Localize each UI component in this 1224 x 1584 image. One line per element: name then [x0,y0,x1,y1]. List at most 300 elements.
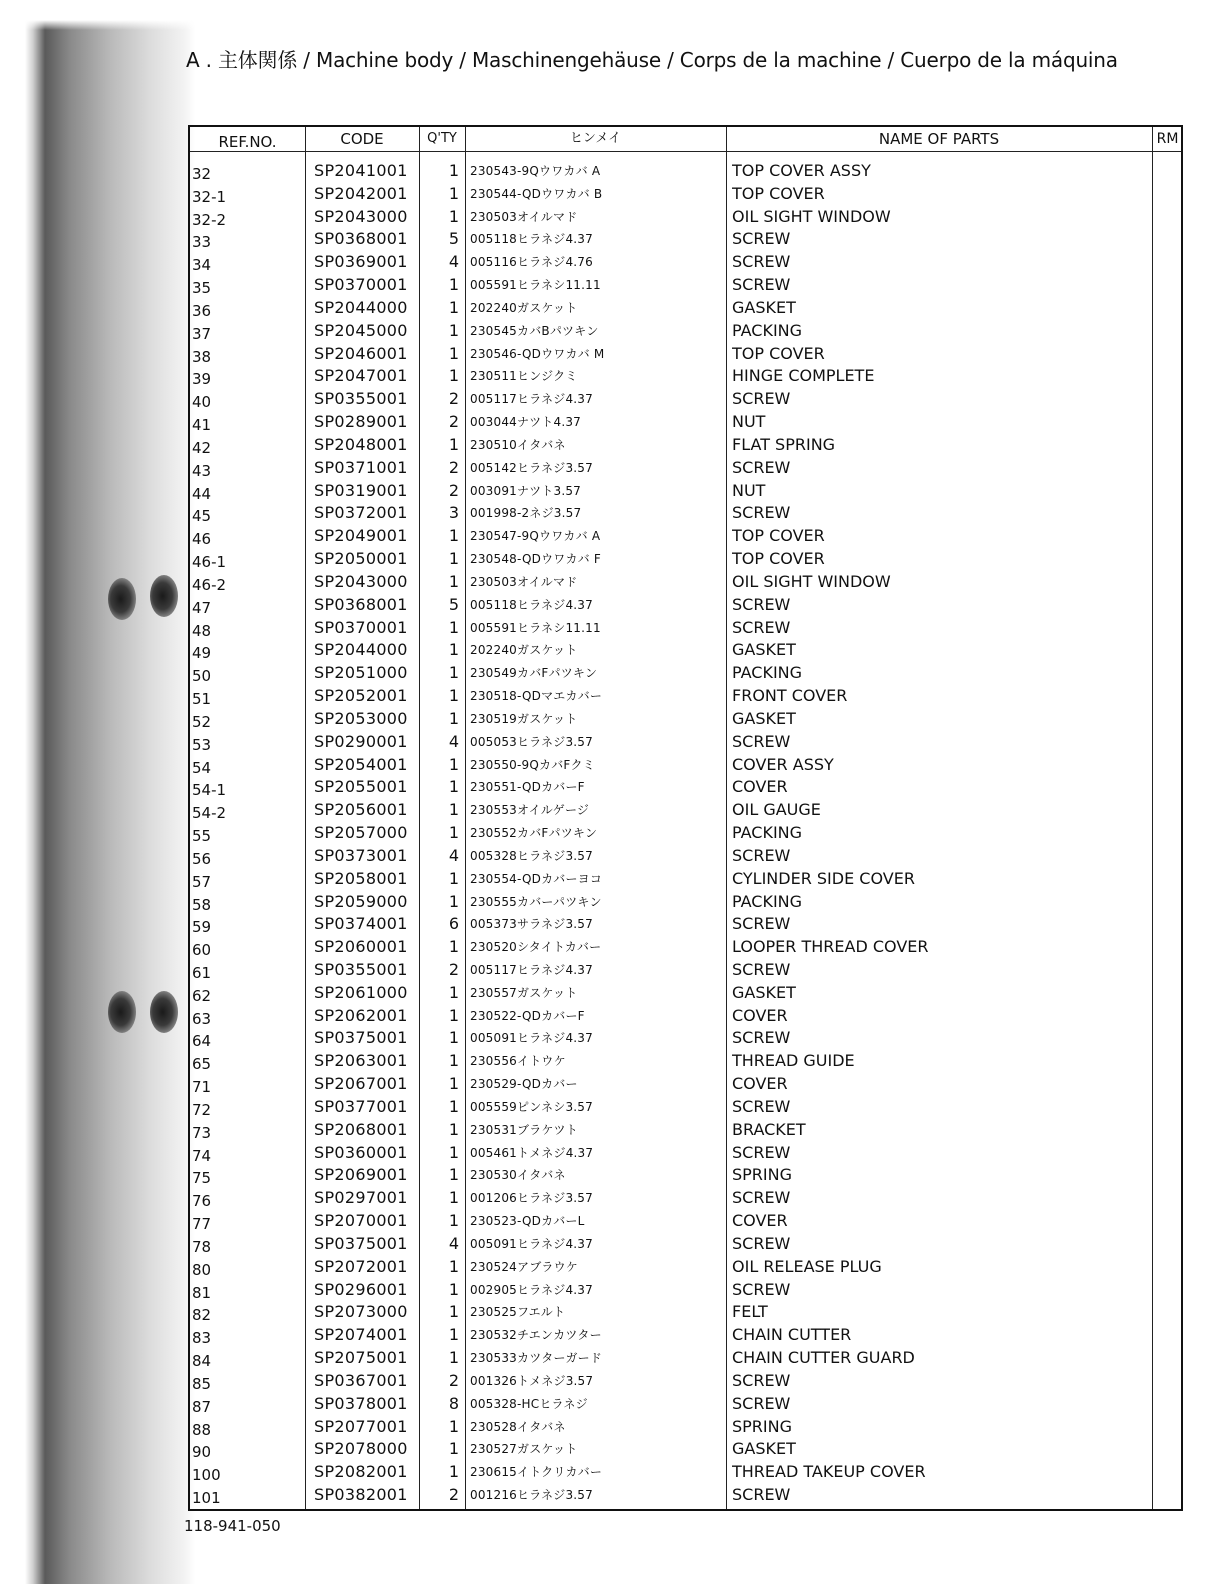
part-name-cell: NUT [732,480,766,500]
part-name-cell: CHAIN CUTTER [732,1325,852,1345]
ref-no-cell: 71 [192,1078,212,1097]
ref-no-cell: 82 [192,1306,212,1325]
kana-name-cell: 230551-QDカバーF [470,780,585,795]
ref-no-cell: 85 [192,1374,212,1393]
ref-no-cell: 32-1 [192,187,227,206]
ref-no-cell: 53 [192,735,212,754]
kana-name-cell: 001326トメネジ3.57 [470,1373,594,1388]
code-cell: SP2054001 [314,754,408,774]
kana-name-cell: 005328-HCヒラネジ [470,1396,588,1411]
kana-name-cell: 230548-QDウワカバ F [470,552,601,567]
kana-name-cell: 230556イトウケ [470,1054,566,1069]
code-cell: SP2074001 [314,1325,408,1345]
quantity-cell: 1 [448,320,459,340]
table-row [190,525,1181,548]
ref-no-cell: 39 [192,370,212,389]
table-row [190,822,1181,845]
table-row [190,754,1181,777]
ref-no-cell: 56 [192,849,212,868]
part-name-cell: COVER [732,1074,788,1094]
table-row [190,868,1181,891]
code-cell: SP2048001 [314,434,408,454]
part-name-cell: SCREW [732,503,791,523]
kana-name-cell: 005559ピンネシ3.57 [470,1099,593,1114]
code-cell: SP2069001 [314,1165,408,1185]
part-name-cell: SCREW [732,731,791,751]
code-cell: SP2052001 [314,686,408,706]
table-row [190,662,1181,685]
quantity-cell: 2 [448,457,459,477]
part-name-cell: SCREW [732,1370,791,1390]
part-name-cell: CYLINDER SIDE COVER [732,868,915,888]
kana-name-cell: 230549カバFパツキン [470,666,598,681]
code-cell: SP2073000 [314,1302,408,1322]
part-name-cell: GASKET [732,297,796,317]
part-name-cell: SCREW [732,914,791,934]
code-cell: SP0370001 [314,275,408,295]
code-cell: SP2057000 [314,823,408,843]
code-cell: SP0375001 [314,1233,408,1253]
code-cell: SP2060001 [314,937,408,957]
kana-name-cell: 001216ヒラネジ3.57 [470,1488,593,1503]
code-cell: SP0355001 [314,389,408,409]
quantity-cell: 6 [448,914,459,934]
quantity-cell: 1 [448,868,459,888]
code-cell: SP2044000 [314,297,408,317]
code-cell: SP0369001 [314,252,408,272]
kana-name-cell: 230510イタバネ [470,437,566,452]
quantity-cell: 1 [448,686,459,706]
ref-no-cell: 58 [192,895,212,914]
quantity-cell: 1 [448,1439,459,1459]
part-name-cell: THREAD GUIDE [732,1051,855,1071]
part-name-cell: PACKING [732,320,803,340]
ref-no-cell: 75 [192,1169,212,1188]
ref-no-cell: 60 [192,941,212,960]
ref-no-cell: 57 [192,872,212,891]
code-cell: SP0367001 [314,1370,408,1390]
part-name-cell: GASKET [732,982,796,1002]
kana-name-cell: 005591ヒラネシ11.11 [470,620,601,635]
part-name-cell: TOP COVER [732,549,825,569]
ref-no-cell: 65 [192,1055,212,1074]
ref-no-cell: 46 [192,530,212,549]
kana-name-cell: 230528イタバネ [470,1419,566,1434]
ref-no-cell: 63 [192,1009,212,1028]
part-name-cell: BRACKET [732,1119,806,1139]
binder-hole-icon [150,575,178,617]
kana-name-cell: 230529-QDカバー [470,1077,578,1092]
part-name-cell: SCREW [732,252,791,272]
part-name-cell: PACKING [732,891,803,911]
table-row [190,776,1181,799]
kana-name-cell: 230525フエルト [470,1305,566,1320]
part-name-cell: SCREW [732,594,791,614]
ref-no-cell: 34 [192,256,212,275]
code-cell: SP2046001 [314,343,408,363]
quantity-cell: 1 [448,982,459,1002]
table-row [190,708,1181,731]
ref-no-cell: 36 [192,301,212,320]
table-row [190,1233,1181,1256]
code-cell: SP2078000 [314,1439,408,1459]
part-name-cell: SCREW [732,1028,791,1048]
kana-name-cell: 005142ヒラネジ3.57 [470,460,593,475]
ref-no-cell: 37 [192,324,212,343]
table-row [190,639,1181,662]
table-row [190,1005,1181,1028]
table-row [190,1142,1181,1165]
table-row [190,1370,1181,1393]
part-name-cell: COVER [732,1005,788,1025]
code-cell: SP0374001 [314,914,408,934]
code-cell: SP0368001 [314,594,408,614]
quantity-cell: 1 [448,800,459,820]
ref-no-cell: 54 [192,758,212,777]
kana-name-cell: 230518-QDマエカバー [470,689,603,704]
ref-no-cell: 55 [192,827,212,846]
part-name-cell: TOP COVER ASSY [732,161,871,180]
ref-no-cell: 45 [192,507,212,526]
quantity-cell: 1 [448,891,459,911]
table-row [190,1279,1181,1302]
table-row [190,1416,1181,1439]
quantity-cell: 1 [448,161,459,180]
ref-no-cell: 78 [192,1237,212,1256]
ref-no-cell: 61 [192,963,212,982]
ref-no-cell: 33 [192,233,212,252]
code-cell: SP2053000 [314,708,408,728]
quantity-cell: 1 [448,571,459,591]
quantity-cell: 1 [448,937,459,957]
code-cell: SP2062001 [314,1005,408,1025]
quantity-cell: 5 [448,229,459,249]
ref-no-cell: 100 [192,1466,221,1485]
table-row [190,365,1181,388]
part-name-cell: COVER [732,1211,788,1231]
kana-name-cell: 005091ヒラネジ4.37 [470,1031,593,1046]
kana-name-cell: 230503オイルマド [470,574,578,589]
table-row [190,799,1181,822]
table-row [190,480,1181,503]
code-cell: SP0372001 [314,503,408,523]
part-name-cell: TOP COVER [732,183,825,203]
binder-shadow-top [0,0,260,30]
table-row [190,251,1181,274]
part-name-cell: OIL RELEASE PLUG [732,1256,882,1276]
code-cell: SP2047001 [314,366,408,386]
quantity-cell: 1 [448,183,459,203]
ref-no-cell: 90 [192,1443,212,1462]
kana-name-cell: 230545カバBパツキン [470,323,599,338]
ref-no-cell: 46-1 [192,553,227,572]
table-row [190,1256,1181,1279]
code-cell: SP2055001 [314,777,408,797]
quantity-cell: 1 [448,640,459,660]
binder-hole-icon [108,991,136,1033]
kana-name-cell: 005118ヒラネジ4.37 [470,232,593,247]
table-row [190,206,1181,229]
code-cell: SP2072001 [314,1256,408,1276]
table-row [190,845,1181,868]
part-name-cell: SCREW [732,1096,791,1116]
ref-no-cell: 43 [192,461,212,480]
part-name-cell: FLAT SPRING [732,434,836,454]
header-kana: ヒンメイ [569,131,622,146]
code-cell: SP2061000 [314,982,408,1002]
kana-name-cell: 005373サラネジ3.57 [470,917,593,932]
kana-name-cell: 005328ヒラネジ3.57 [470,848,593,863]
kana-name-cell: 230524アブラウケ [470,1259,579,1274]
table-row [190,982,1181,1005]
kana-name-cell: 230543-9Qウワカバ A [470,164,601,178]
table-row [190,1461,1181,1484]
ref-no-cell: 47 [192,598,212,617]
ref-no-cell: 76 [192,1192,212,1211]
table-row [190,1096,1181,1119]
part-name-cell: SCREW [732,389,791,409]
binder-shadow [0,0,195,1584]
table-row [190,388,1181,411]
code-cell: SP2063001 [314,1051,408,1071]
kana-name-cell: 230550-9QカバFクミ [470,757,595,772]
part-name-cell: LOOPER THREAD COVER [732,937,929,957]
quantity-cell: 1 [448,1188,459,1208]
kana-name-cell: 230531ブラケツト [470,1122,578,1137]
quantity-cell: 1 [448,1028,459,1048]
table-row [190,457,1181,480]
kana-name-cell: 230511ヒンジクミ [470,369,578,384]
table-row [190,1050,1181,1073]
part-name-cell: SCREW [732,1485,791,1505]
ref-no-cell: 80 [192,1260,212,1279]
part-name-cell: CHAIN CUTTER GUARD [732,1348,915,1368]
ref-no-cell: 83 [192,1329,212,1348]
quantity-cell: 1 [448,777,459,797]
binder-hole-icon [108,578,136,620]
ref-no-cell: 52 [192,712,212,731]
code-cell: SP2056001 [314,800,408,820]
code-cell: SP0297001 [314,1188,408,1208]
table-row [190,1210,1181,1233]
quantity-cell: 1 [448,1165,459,1185]
table-row [190,959,1181,982]
kana-name-cell: 005053ヒラネジ3.57 [470,734,593,749]
quantity-cell: 1 [448,526,459,546]
ref-no-cell: 62 [192,986,212,1005]
quantity-cell: 1 [448,1142,459,1162]
kana-name-cell: 230544-QDウワカバ B [470,186,603,201]
table-row [190,160,1181,183]
part-name-cell: SCREW [732,1279,791,1299]
kana-name-cell: 230523-QDカバーL [470,1214,585,1229]
table-row [190,343,1181,366]
quantity-cell: 1 [448,1348,459,1368]
ref-no-cell: 84 [192,1352,212,1371]
code-cell: SP0378001 [314,1393,408,1413]
table-row [190,548,1181,571]
code-cell: SP2049001 [314,526,408,546]
quantity-cell: 8 [448,1393,459,1413]
parts-table [188,125,1183,1511]
header-qty: Q'TY [427,131,457,146]
kana-name-cell: 230532チエンカツター [470,1328,602,1343]
table-row [190,1393,1181,1416]
part-name-cell: SCREW [732,845,791,865]
header-rm: RM [1156,131,1179,147]
part-name-cell: COVER ASSY [732,754,834,774]
table-row [190,1347,1181,1370]
table-row [190,1027,1181,1050]
table-row [190,1164,1181,1187]
code-cell: SP2045000 [314,320,408,340]
part-name-cell: SPRING [732,1416,793,1436]
part-name-cell: OIL GAUGE [732,800,821,820]
kana-name-cell: 005117ヒラネジ4.37 [470,392,593,407]
ref-no-cell: 46-2 [192,575,227,594]
ref-no-cell: 49 [192,644,212,663]
part-name-cell: OIL SIGHT WINDOW [732,571,891,591]
part-name-cell: PACKING [732,823,803,843]
ref-no-cell: 50 [192,667,212,686]
ref-no-cell: 44 [192,484,212,503]
part-name-cell: SCREW [732,959,791,979]
table-row [190,320,1181,343]
part-name-cell: SCREW [732,1233,791,1253]
kana-name-cell: 230533カツターガード [470,1351,603,1366]
ref-no-cell: 42 [192,438,212,457]
code-cell: SP0319001 [314,480,408,500]
table-row [190,571,1181,594]
table-row [190,411,1181,434]
code-cell: SP0368001 [314,229,408,249]
ref-no-cell: 40 [192,393,212,412]
part-name-cell: COVER [732,777,788,797]
ref-no-cell: 32 [192,165,212,183]
kana-name-cell: 230552カバFパツキン [470,826,598,841]
code-cell: SP2043000 [314,571,408,591]
ref-no-cell: 51 [192,690,212,709]
part-name-cell: SCREW [732,1142,791,1162]
table-row [190,1301,1181,1324]
part-name-cell: HINGE COMPLETE [732,366,875,386]
part-name-cell: SCREW [732,1188,791,1208]
quantity-cell: 1 [448,297,459,317]
quantity-cell: 2 [448,1485,459,1505]
binder-hole-icon [150,991,178,1033]
header-name: NAME OF PARTS [878,130,1000,148]
code-cell: SP2041001 [314,161,408,180]
table-body [190,160,1181,1507]
quantity-cell: 1 [448,823,459,843]
quantity-cell: 5 [448,594,459,614]
table-row [190,1438,1181,1461]
code-cell: SP0370001 [314,617,408,637]
header-code: CODE [340,130,384,148]
table-row [190,1484,1181,1507]
table-row [190,891,1181,914]
code-cell: SP2075001 [314,1348,408,1368]
part-name-cell: TOP COVER [732,526,825,546]
code-cell: SP0382001 [314,1485,408,1505]
kana-name-cell: 230547-9Qウワカバ A [470,529,601,544]
part-name-cell: SCREW [732,275,791,295]
kana-name-cell: 230503オイルマド [470,209,578,224]
kana-name-cell: 230553オイルゲージ [470,803,590,818]
kana-name-cell: 230520シタイトカバー [470,940,602,955]
kana-name-cell: 001206ヒラネジ3.57 [470,1191,593,1206]
table-row [190,502,1181,525]
code-cell: SP2068001 [314,1119,408,1139]
part-name-cell: SCREW [732,617,791,637]
quantity-cell: 1 [448,1119,459,1139]
quantity-cell: 1 [448,434,459,454]
quantity-cell: 2 [448,1370,459,1390]
quantity-cell: 1 [448,754,459,774]
code-cell: SP0371001 [314,457,408,477]
code-cell: SP2044000 [314,640,408,660]
quantity-cell: 4 [448,1233,459,1253]
table-row [190,936,1181,959]
code-cell: SP2043000 [314,206,408,226]
kana-name-cell: 005091ヒラネジ4.37 [470,1236,593,1251]
ref-no-cell: 41 [192,416,212,435]
table-row [190,1324,1181,1347]
ref-no-cell: 81 [192,1283,212,1302]
quantity-cell: 2 [448,389,459,409]
code-cell: SP0373001 [314,845,408,865]
quantity-cell: 1 [448,1005,459,1025]
ref-no-cell: 54-1 [192,781,227,800]
ref-no-cell: 35 [192,279,212,298]
ref-no-cell: 72 [192,1100,212,1119]
quantity-cell: 1 [448,617,459,637]
code-cell: SP0290001 [314,731,408,751]
kana-name-cell: 202240ガスケット [470,643,578,658]
part-name-cell: GASKET [732,1439,796,1459]
part-name-cell: GASKET [732,708,796,728]
table-row [190,1187,1181,1210]
part-name-cell: SCREW [732,457,791,477]
page-code: 118-941-050 [184,1517,281,1535]
part-name-cell: THREAD TAKEUP COVER [732,1462,926,1482]
table-row [190,228,1181,251]
code-cell: SP0296001 [314,1279,408,1299]
kana-name-cell: 001998-2ネジ3.57 [470,506,582,521]
ref-no-cell: 74 [192,1146,212,1165]
quantity-cell: 4 [448,731,459,751]
part-name-cell: SPRING [732,1165,793,1185]
part-name-cell: GASKET [732,640,796,660]
quantity-cell: 1 [448,1051,459,1071]
ref-no-cell: 64 [192,1032,212,1051]
quantity-cell: 4 [448,845,459,865]
code-cell: SP2059000 [314,891,408,911]
quantity-cell: 1 [448,708,459,728]
table-row [190,913,1181,936]
kana-name-cell: 230527ガスケット [470,1442,578,1457]
kana-name-cell: 230555カバーパツキン [470,894,602,909]
header-divider [190,151,1181,152]
code-cell: SP0375001 [314,1028,408,1048]
part-name-cell: SCREW [732,229,791,249]
code-cell: SP0377001 [314,1096,408,1116]
kana-name-cell: 230530イタバネ [470,1168,566,1183]
kana-name-cell: 005591ヒラネシ11.11 [470,278,601,293]
ref-no-cell: 101 [192,1489,221,1508]
quantity-cell: 3 [448,503,459,523]
kana-name-cell: 230546-QDウワカバ M [470,346,605,361]
